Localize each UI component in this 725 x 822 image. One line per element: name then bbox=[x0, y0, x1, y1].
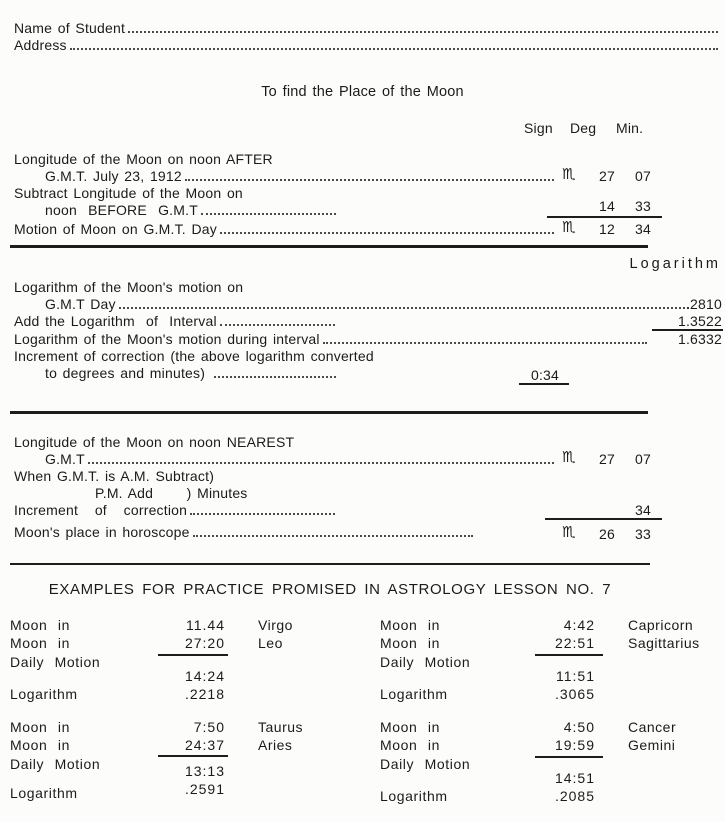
block3-row1-line1: Longitude of the Moon on noon NEAREST bbox=[14, 434, 295, 450]
moon-in-label: Moon in bbox=[10, 719, 71, 735]
block2-row2-label: Add the Logarithm of Interval bbox=[14, 313, 217, 329]
block1-row1-min: 07 bbox=[635, 168, 651, 184]
block2-row1-line1: Logarithm of the Moon's motion on bbox=[14, 279, 244, 295]
daily-motion-value: 14:51 bbox=[554, 770, 595, 786]
block3-row3-label: Increment of correction bbox=[14, 502, 188, 518]
scorpio-sign-glyph: ♏ bbox=[562, 218, 576, 236]
dotted-leader bbox=[119, 307, 689, 309]
block3-row2-line1: When G.M.T. is A.M. Subtract) bbox=[14, 468, 215, 484]
moon-in-value: 4:42 bbox=[563, 617, 595, 633]
logarithm-value: .2591 bbox=[184, 781, 225, 797]
block3-row4-deg: 26 bbox=[599, 526, 615, 542]
moon-in-label: Moon in bbox=[380, 635, 441, 651]
block2-row3 bbox=[14, 331, 648, 347]
dotted-leader bbox=[220, 324, 335, 326]
example-block-4 bbox=[380, 719, 725, 809]
example-block-3 bbox=[10, 719, 360, 809]
block2-row4-value: 0:34 bbox=[530, 367, 560, 383]
dotted-leader bbox=[220, 232, 554, 234]
dotted-leader bbox=[128, 31, 718, 33]
logarithm-value: .2085 bbox=[554, 788, 595, 804]
logarithm-label: Logarithm bbox=[380, 686, 448, 702]
block1-row1-label: G.M.T. July 23, 1912 bbox=[45, 168, 182, 184]
moon-in-label: Moon in bbox=[380, 617, 441, 633]
example-block-2 bbox=[380, 617, 725, 707]
zodiac-sign-name: Taurus bbox=[258, 719, 304, 735]
moon-in-label: Moon in bbox=[380, 737, 441, 753]
moon-in-value: 24:37 bbox=[184, 737, 225, 753]
examples-title: EXAMPLES FOR PRACTICE PROMISED IN ASTROLOGY LESSON NO. 7 bbox=[48, 581, 612, 598]
block1-row2-line1: Subtract Longitude of the Moon on bbox=[14, 185, 243, 201]
block3-row1-min: 07 bbox=[635, 451, 651, 467]
zodiac-sign-name: Virgo bbox=[258, 617, 293, 633]
zodiac-sign-name: Aries bbox=[258, 737, 293, 753]
moon-in-label: Moon in bbox=[10, 617, 71, 633]
block1-row3-min: 34 bbox=[635, 221, 651, 237]
block2-row2 bbox=[14, 313, 336, 329]
moon-in-value: 11.44 bbox=[186, 617, 225, 633]
block3-row4-label: Moon's place in horoscope bbox=[14, 524, 190, 540]
block2-row1-value: .2810 bbox=[685, 296, 722, 312]
increment-underline bbox=[519, 383, 569, 385]
block3-row4 bbox=[14, 524, 474, 540]
logarithm-value: .2218 bbox=[184, 686, 225, 702]
moon-in-value: 4:50 bbox=[563, 719, 595, 735]
moon-in-value: 7:50 bbox=[193, 719, 225, 735]
daily-motion-value: 13:13 bbox=[184, 763, 225, 779]
moon-in-label: Moon in bbox=[380, 719, 441, 735]
zodiac-sign-name: Sagittarius bbox=[628, 635, 700, 651]
section-rule bbox=[10, 563, 650, 565]
block1-row2-min: 33 bbox=[635, 198, 651, 214]
page-title: To find the Place of the Moon bbox=[261, 84, 464, 100]
subtraction-underline bbox=[158, 755, 228, 757]
example-block-1 bbox=[10, 617, 360, 707]
logarithm-column-header: Logarithm bbox=[629, 256, 721, 272]
block3-row1-line2 bbox=[45, 451, 555, 467]
block1-row3-label: Motion of Moon on G.M.T. Day bbox=[14, 221, 217, 237]
column-header-sign: Sign bbox=[524, 120, 553, 136]
block1-row1-line2 bbox=[45, 168, 555, 184]
block1-row3-deg: 12 bbox=[599, 221, 615, 237]
block2-row1-line2 bbox=[45, 296, 690, 312]
subtotal-underline bbox=[545, 518, 662, 520]
block3-row2-line2: P.M. Add ) Minutes bbox=[95, 485, 248, 501]
daily-motion-value: 14:24 bbox=[184, 668, 225, 684]
name-of-student-line bbox=[14, 20, 719, 36]
address-line bbox=[14, 37, 719, 53]
scorpio-sign-glyph: ♏ bbox=[562, 165, 576, 183]
section-rule bbox=[10, 411, 648, 414]
logarithm-label: Logarithm bbox=[10, 686, 78, 702]
block2-row4-line2 bbox=[45, 365, 337, 381]
block2-row2-value: 1.3522 bbox=[677, 313, 722, 329]
block2-row1-label: G.M.T Day bbox=[45, 296, 116, 312]
daily-motion-label: Daily Motion bbox=[10, 654, 101, 670]
zodiac-sign-name: Capricorn bbox=[628, 617, 694, 633]
block3-row3 bbox=[14, 502, 336, 518]
moon-in-label: Moon in bbox=[10, 635, 71, 651]
block1-row1-line1: Longitude of the Moon on noon AFTER bbox=[14, 151, 273, 167]
zodiac-sign-name: Leo bbox=[258, 635, 283, 651]
block3-row3-min: 34 bbox=[635, 502, 651, 518]
subtraction-underline bbox=[535, 756, 603, 758]
dotted-leader bbox=[201, 213, 336, 215]
column-header-deg: Deg bbox=[570, 120, 597, 136]
subtraction-underline bbox=[535, 654, 603, 656]
dotted-leader bbox=[88, 462, 554, 464]
logarithm-label: Logarithm bbox=[10, 785, 78, 801]
block1-row2-label: noon BEFORE G.M.T bbox=[45, 202, 198, 218]
logarithm-value: .3065 bbox=[554, 686, 595, 702]
daily-motion-value: 11:51 bbox=[556, 668, 595, 684]
moon-in-label: Moon in bbox=[10, 737, 71, 753]
name-of-student-label: Name of Student bbox=[14, 20, 126, 36]
column-header-min: Min. bbox=[616, 120, 644, 136]
dotted-leader bbox=[323, 342, 647, 344]
block2-row4-label: to degrees and minutes) bbox=[45, 365, 211, 381]
scorpio-sign-glyph: ♏ bbox=[562, 523, 576, 541]
zodiac-sign-name: Gemini bbox=[628, 737, 676, 753]
block3-row1-label: G.M.T bbox=[45, 451, 85, 467]
logarithm-label: Logarithm bbox=[380, 788, 448, 804]
daily-motion-label: Daily Motion bbox=[10, 756, 101, 772]
dotted-leader bbox=[190, 513, 335, 515]
block2-row3-label: Logarithm of the Moon's motion during interval bbox=[14, 331, 320, 347]
block3-row4-min: 33 bbox=[635, 526, 651, 542]
zodiac-sign-name: Cancer bbox=[628, 719, 677, 735]
block1-row2-deg: 14 bbox=[599, 198, 615, 214]
section-rule bbox=[10, 245, 648, 248]
dotted-leader bbox=[214, 376, 336, 378]
daily-motion-label: Daily Motion bbox=[380, 654, 471, 670]
subtraction-underline bbox=[158, 654, 228, 656]
address-label: Address bbox=[14, 37, 67, 53]
block1-row3 bbox=[14, 221, 555, 237]
dotted-leader bbox=[185, 179, 554, 181]
moon-in-value: 27:20 bbox=[184, 635, 225, 651]
block3-row1-deg: 27 bbox=[599, 451, 615, 467]
dotted-leader bbox=[70, 48, 718, 50]
moon-in-value: 19:59 bbox=[554, 737, 595, 753]
dotted-leader bbox=[193, 535, 473, 537]
scorpio-sign-glyph: ♏ bbox=[562, 448, 576, 466]
moon-in-value: 22:51 bbox=[554, 635, 595, 651]
block1-row1-deg: 27 bbox=[599, 168, 615, 184]
block1-row2-line2 bbox=[45, 202, 337, 218]
block2-row4-line1: Increment of correction (the above logarithm converted bbox=[14, 348, 374, 364]
block2-row3-value: 1.6332 bbox=[677, 331, 722, 347]
daily-motion-label: Daily Motion bbox=[380, 756, 471, 772]
